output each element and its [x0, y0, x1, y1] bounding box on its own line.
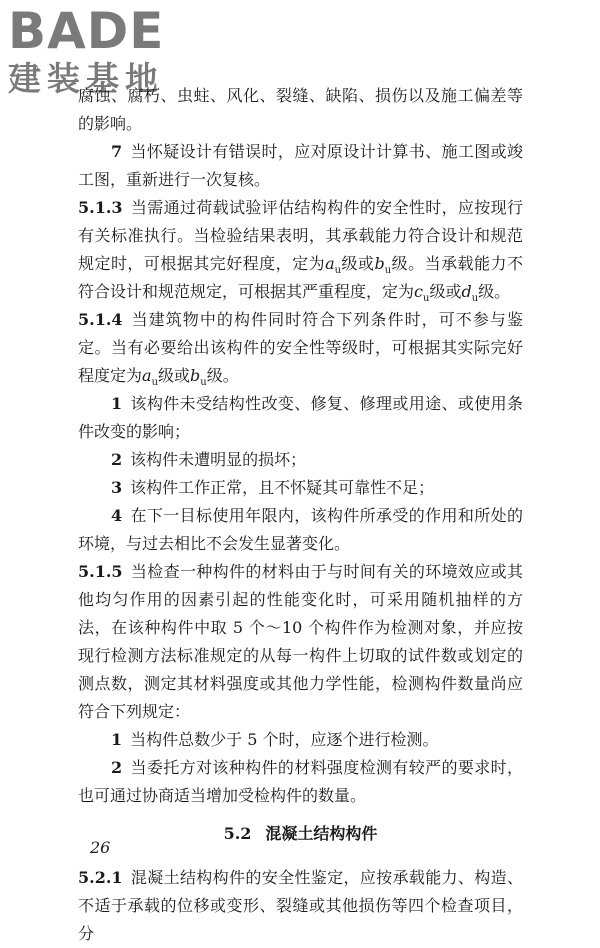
clause-number: 5.2.1 — [78, 868, 123, 887]
grade-subscript: u — [384, 265, 392, 277]
grade-subscript: u — [200, 377, 207, 389]
grade-symbol: d — [461, 282, 472, 301]
grade-subscript: u — [151, 377, 159, 389]
clause-text: 级或 — [429, 282, 462, 301]
clause-text: 级。 — [478, 282, 511, 301]
grade-subscript: u — [334, 265, 342, 277]
clause-number: 5.1.4 — [78, 310, 123, 329]
clause-5-1-3 — [78, 194, 523, 306]
item-text: 该构件未受结构性改变、修复、修理或用途、或使用条件改变的影响； — [78, 394, 523, 441]
item-2 — [78, 754, 523, 810]
page-number: 26 — [90, 838, 111, 857]
clause-5-1-4 — [78, 306, 523, 390]
section-number: 5.2 — [223, 824, 252, 843]
clause-text: 当需通过荷载试验评估结构构件的安全性时，应按现行有关标准执行。当检验结果表明，其承载能力符合设计和规范规定时，可根据其完好程度，定为 — [78, 198, 523, 273]
clause-text: 级或 — [341, 254, 375, 273]
clause-text: 级。当承载能力不符合设计和规范规定，可根据其严重程度，定为 — [78, 254, 523, 301]
clause-text: 当检查一种构件的材料由于与时间有关的环境效应或其他均匀作用的因素引起的性能变化时，可采用随机抽样的方法，在该种构件中取 5 个～10 个构件作为检测对象，并应按现行检测方法标准规定的从每一构件上切取的试件数或划定的测点数，测定其材料强度或其他力学性能，检测构件数量尚应符合下列规定： — [78, 562, 523, 721]
logo-subtitle: 建装基地 — [8, 59, 164, 98]
document-body — [78, 82, 523, 948]
clause-number: 5.1.3 — [78, 198, 123, 217]
item-text: 当构件总数少于 5 个时，应逐个进行检测。 — [130, 730, 439, 749]
item-number: 1 — [111, 730, 123, 749]
item-number: 2 — [111, 758, 123, 777]
item-text: 当委托方对该种构件的材料强度检测有较严的要求时，也可通过协商适当增加受检构件的数量。 — [78, 758, 523, 805]
item-7 — [78, 138, 523, 194]
item-4 — [78, 502, 523, 558]
item-text: 当怀疑设计有错误时，应对原设计计算书、施工图或竣工图，重新进行一次复核。 — [78, 142, 523, 189]
item-2 — [78, 446, 523, 474]
item-3 — [78, 474, 523, 502]
grade-symbol: b — [190, 366, 201, 385]
paragraph-continuation — [78, 82, 523, 138]
section-title-text: 混凝土结构构件 — [265, 824, 378, 843]
item-number: 4 — [111, 506, 123, 525]
grade-symbol: c — [414, 282, 423, 301]
item-text: 在下一目标使用年限内，该构件所承受的作用和所处的环境，与过去相比不会发生显著变化。 — [78, 506, 523, 553]
grade-subscript: u — [471, 293, 479, 305]
clause-text: 级。 — [206, 366, 239, 385]
logo-wordmark: BADE — [8, 2, 165, 60]
item-1 — [78, 726, 523, 754]
section-heading — [78, 820, 523, 848]
item-number: 1 — [111, 394, 123, 413]
clause-text: 级或 — [158, 366, 191, 385]
grade-subscript: u — [422, 293, 430, 305]
clause-text: 混凝土结构构件的安全性鉴定，应按承载能力、构造、不适于承载的位移或变形、裂缝或其他损伤等四个检查项目，分 — [78, 868, 523, 943]
item-number: 2 — [111, 450, 123, 469]
clause-5-1-5 — [78, 558, 523, 726]
item-number: 7 — [111, 142, 123, 161]
text: 腐蚀、腐朽、虫蛀、风化、裂缝、缺陷、损伤以及施工偏差等的影响。 — [78, 86, 523, 133]
item-number: 3 — [111, 478, 123, 497]
grade-symbol: a — [325, 254, 335, 273]
clause-5-2-1 — [78, 864, 523, 948]
item-1 — [78, 390, 523, 446]
clause-number: 5.1.5 — [78, 562, 123, 581]
clause-text: 当建筑物中的构件同时符合下列条件时，可不参与鉴定。当有必要给出该构件的安全性等级时，可根据其实际完好程度定为 — [78, 310, 523, 385]
item-text: 该构件未遭明显的损坏； — [130, 450, 307, 469]
item-text: 该构件工作正常，且不怀疑其可靠性不足； — [130, 478, 435, 497]
grade-symbol: b — [374, 254, 385, 273]
grade-symbol: a — [142, 366, 152, 385]
